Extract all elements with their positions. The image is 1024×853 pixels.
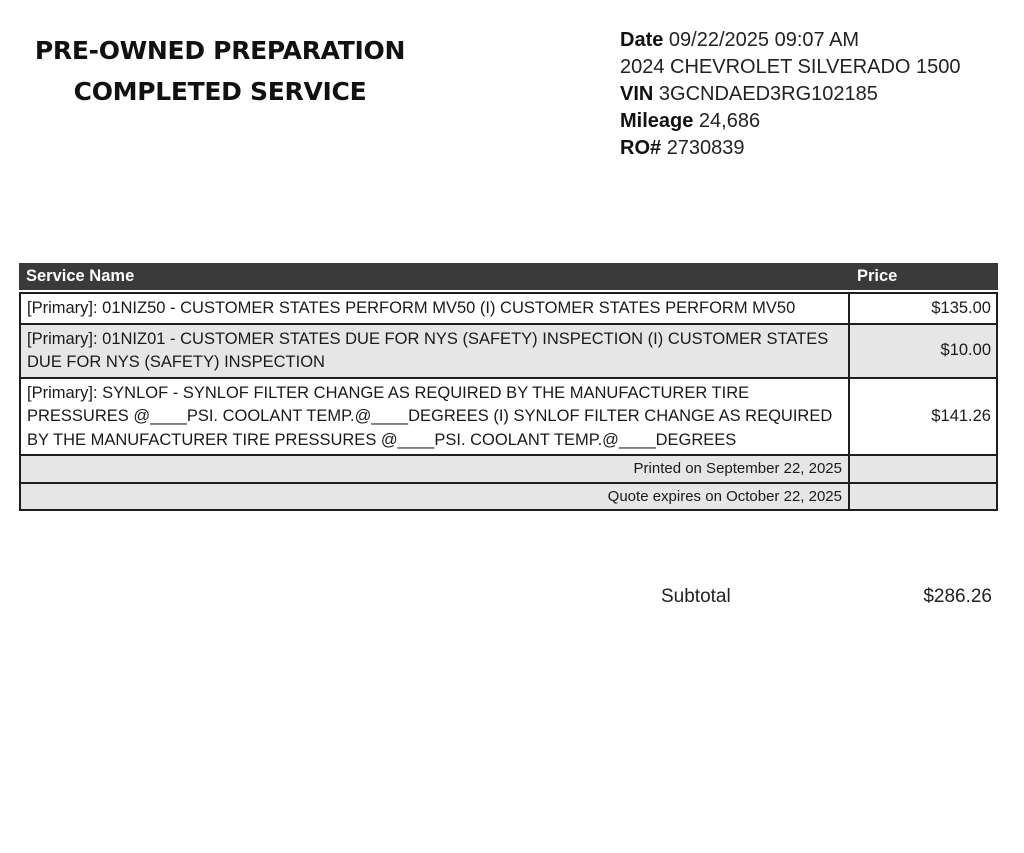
date-row bbox=[620, 27, 961, 54]
service-name-header: Service Name bbox=[19, 263, 850, 292]
price-header: Price bbox=[850, 263, 998, 292]
table-row bbox=[19, 379, 998, 457]
expires-empty-cell bbox=[850, 484, 998, 512]
ro-value: 2730839 bbox=[666, 137, 745, 159]
printed-note: Printed on September 22, 2025 bbox=[19, 456, 850, 484]
service-table bbox=[19, 263, 998, 511]
document-title-line-1: PRE-OWNED PREPARATION bbox=[34, 36, 406, 65]
ro-row bbox=[620, 135, 961, 162]
vehicle-model: 2024 CHEVROLET SILVERADO 1500 bbox=[620, 56, 961, 78]
date-label: Date bbox=[620, 29, 664, 51]
mileage-label: Mileage bbox=[620, 110, 694, 132]
mileage-value: 24,686 bbox=[698, 110, 761, 132]
document-title bbox=[20, 30, 420, 112]
service-description: [Primary]: 01NIZ01 - CUSTOMER STATES DUE FOR NYS (SAFETY) INSPECTION (I) CUSTOMER STATES DUE FOR NYS (SAFETY) INSPECTION bbox=[19, 325, 850, 379]
service-price: $141.26 bbox=[850, 379, 998, 457]
vin-value: 3GCNDAED3RG102185 bbox=[658, 83, 878, 105]
subtotal-value: $286.26 bbox=[923, 586, 992, 607]
service-price: $135.00 bbox=[850, 292, 998, 325]
table-row bbox=[19, 325, 998, 379]
document-title-line-2: COMPLETED SERVICE bbox=[73, 77, 367, 106]
expires-note: Quote expires on October 22, 2025 bbox=[19, 484, 850, 512]
vin-row bbox=[620, 81, 961, 108]
service-description: [Primary]: 01NIZ50 - CUSTOMER STATES PERFORM MV50 (I) CUSTOMER STATES PERFORM MV50 bbox=[19, 292, 850, 325]
ro-label: RO# bbox=[620, 137, 662, 159]
subtotal-label: Subtotal bbox=[661, 586, 731, 607]
printed-row bbox=[19, 456, 998, 484]
service-price: $10.00 bbox=[850, 325, 998, 379]
table-header-row bbox=[19, 263, 998, 292]
expires-row bbox=[19, 484, 998, 512]
mileage-row bbox=[620, 108, 961, 135]
vehicle-info-block bbox=[620, 27, 961, 162]
vin-label: VIN bbox=[620, 83, 654, 105]
printed-empty-cell bbox=[850, 456, 998, 484]
service-description: [Primary]: SYNLOF - SYNLOF FILTER CHANGE AS REQUIRED BY THE MANUFACTURER TIRE PRESSURES @____PSI. COOLANT TEMP.@____DEGREES (I) SYNLOF FILTER CHANGE AS REQUIRED BY THE MANUFACTURER TIRE PRESSURES @____PSI. COOLANT TEMP.@____DEGREES bbox=[19, 379, 850, 457]
table-row bbox=[19, 292, 998, 325]
date-value: 09/22/2025 09:07 AM bbox=[668, 29, 860, 51]
